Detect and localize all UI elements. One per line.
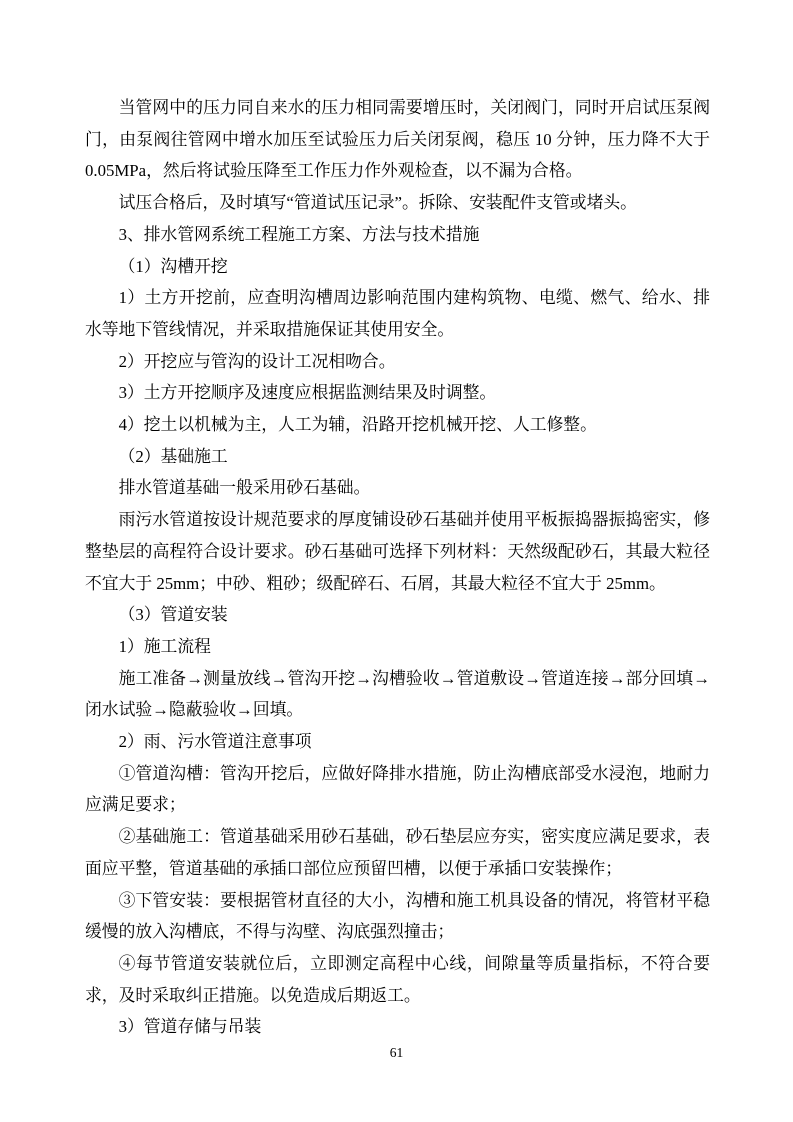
paragraph: （3）管道安装 — [118, 605, 228, 625]
paragraph: （2）基础施工 — [118, 446, 228, 466]
paragraph: 2）开挖应与管沟的设计工况相吻合。 — [118, 351, 396, 371]
paragraph: 3、排水管网系统工程施工方案、方法与技术措施 — [118, 224, 480, 244]
paragraph: ②基础施工：管道基础采用砂石基础，砂石垫层应夯实，密实度应满足要求，表面应平整，管道基础的承插口部位应预留凹槽，以便于承插口安装操作； — [85, 827, 710, 878]
paragraph: 4）挖土以机械为主，人工为辅，沿路开挖机械开挖、人工修整。 — [118, 415, 597, 435]
page-footer — [0, 1044, 793, 1062]
paragraph: 1）施工流程 — [118, 636, 211, 656]
paragraph: 2）雨、污水管道注意事项 — [118, 732, 312, 752]
paragraph: 1）土方开挖前，应查明沟槽周边影响范围内建构筑物、电缆、燃气、给水、排水等地下管线情况，并采取措施保证其使用安全。 — [85, 288, 710, 339]
paragraph: 排水管道基础一般采用砂石基础。 — [118, 478, 371, 498]
paragraph: 当管网中的压力同自来水的压力相同需要增压时，关闭阀门，同时开启试压泵阀门，由泵阀往管网中增水加压至试验压力后关闭泵阀，稳压 10 分钟，压力降不大于 0.05MPa，然后将试验压降至工作压力作外观检查，以不漏为合格。 — [85, 98, 710, 181]
paragraph: 雨污水管道按设计规范要求的厚度铺设砂石基础并使用平板振捣器振捣密实，修整垫层的高程符合设计要求。砂石基础可选择下列材料：天然级配砂石，其最大粒径不宜大于 25mm；中砂、粗砂；级配碎石、石屑，其最大粒径不宜大于 25mm。 — [85, 510, 710, 593]
paragraph: 3）土方开挖顺序及速度应根据监测结果及时调整。 — [118, 383, 497, 403]
page-number: 61 — [389, 1045, 404, 1060]
document-body — [85, 92, 710, 1043]
paragraph: 3）管道存储与吊装 — [118, 1017, 262, 1037]
paragraph: ①管道沟槽：管沟开挖后，应做好降排水措施，防止沟槽底部受水浸泡，地耐力应满足要求； — [85, 763, 710, 815]
paragraph: 施工准备→测量放线→管沟开挖→沟槽验收→管道敷设→管道连接→部分回填→闭水试验→隐蔽验收→回填。 — [85, 668, 710, 720]
paragraph: ③下管安装：要根据管材直径的大小，沟槽和施工机具设备的情况，将管材平稳缓慢的放入沟槽底，不得与沟壁、沟底强烈撞击； — [85, 890, 710, 942]
paragraph: 试压合格后，及时填写“管道试压记录”。拆除、安装配件支管或堵头。 — [118, 193, 637, 213]
paragraph: ④每节管道安装就位后，立即测定高程中心线，间隙量等质量指标，不符合要求，及时采取纠正措施。以免造成后期返工。 — [85, 953, 710, 1005]
paragraph: （1）沟槽开挖 — [118, 256, 228, 276]
